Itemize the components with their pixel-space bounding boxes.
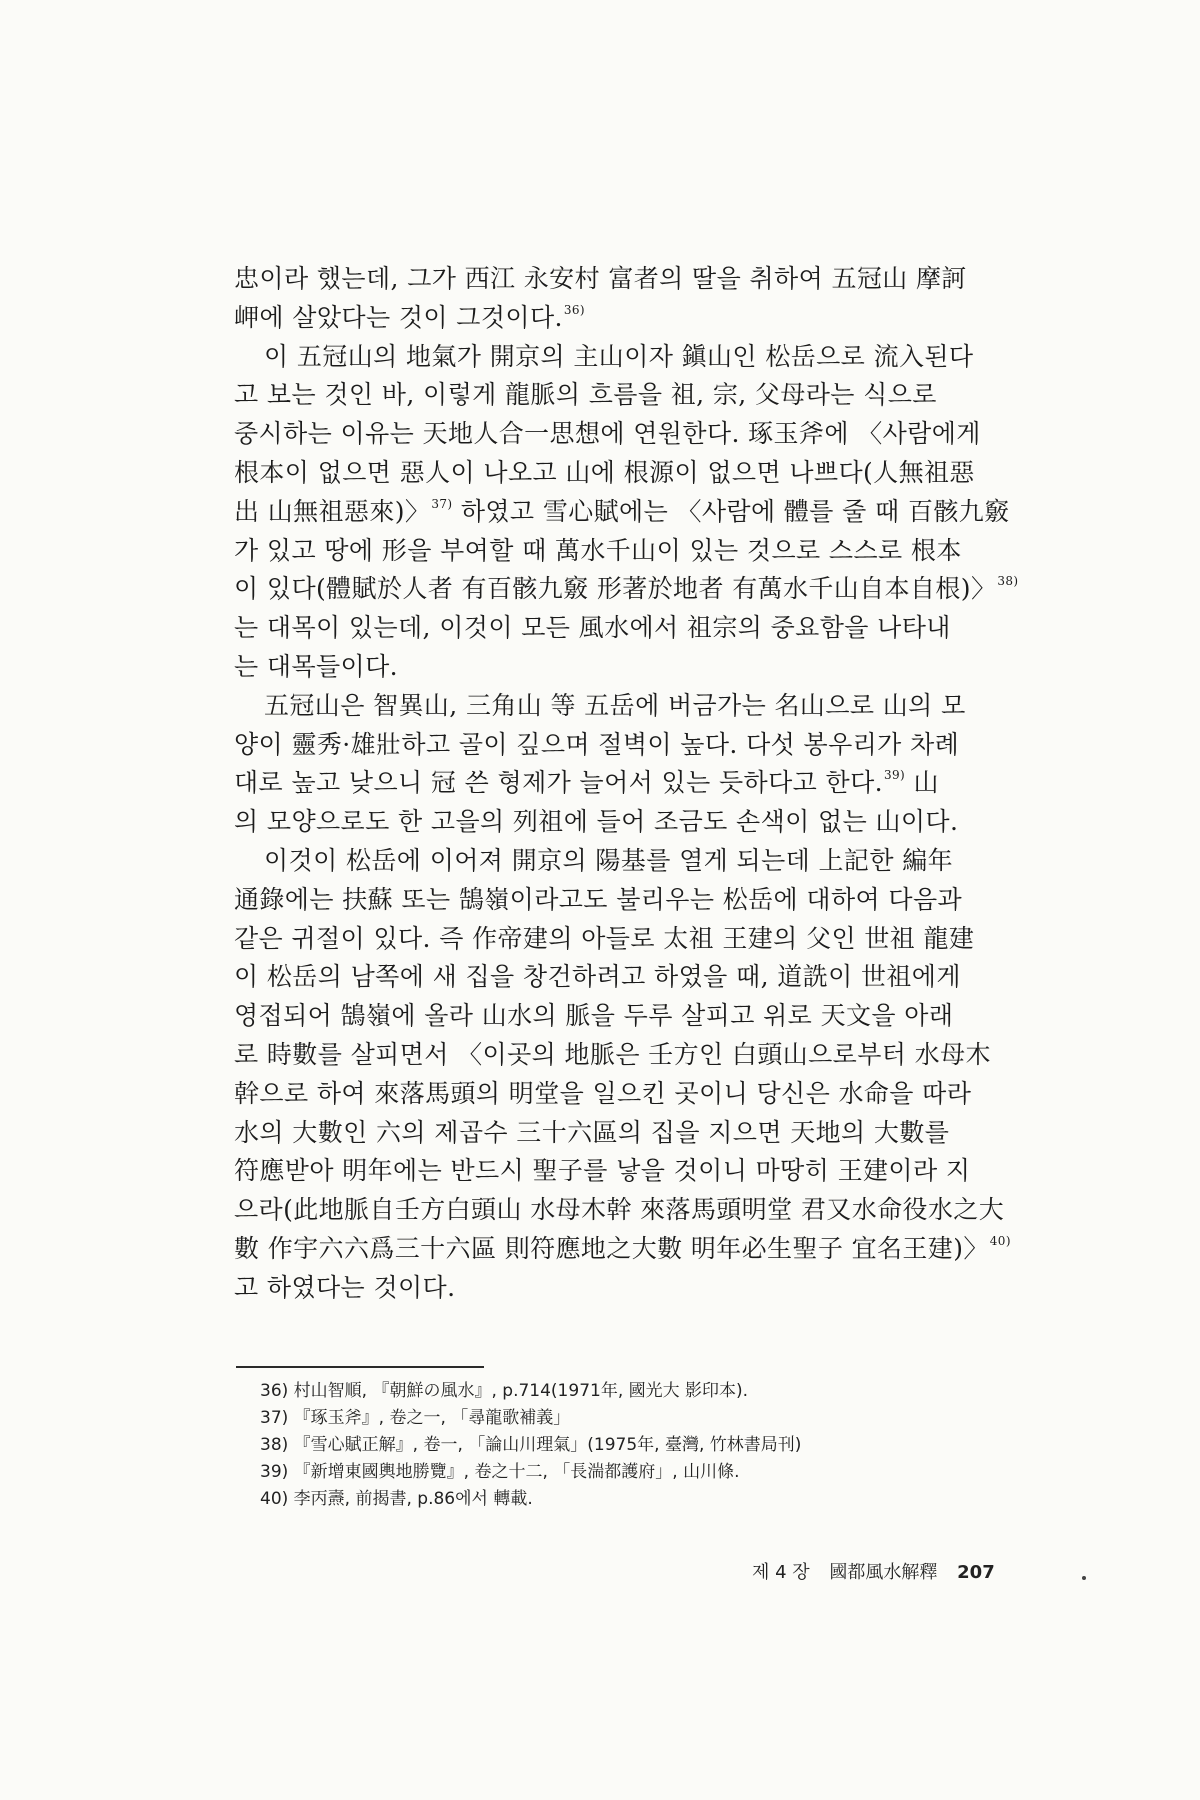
text-line: 양이 靈秀·雄壯하고 골이 깊으며 절벽이 높다. 다섯 봉우리가 차례 [234, 729, 960, 759]
page-number: 207 [957, 1562, 995, 1583]
text-line: 고 보는 것인 바, 이렇게 龍脈의 흐름을 祖, 宗, 父母라는 식으로 [234, 380, 937, 410]
text-line: 고 하였다는 것이다. [234, 1272, 456, 1302]
text-line: 대로 높고 낮으니 冠 쓴 형제가 늘어서 있는 듯하다고 한다.$^{39)}$ 山 [234, 768, 939, 798]
text-line: 岬에 살았다는 것이 그것이다.$^{36)}$ [234, 302, 585, 332]
text-line: 이 五冠山의 地氣가 開京의 主山이자 鎭山인 松岳으로 流入된다 [264, 341, 974, 371]
text-line: 忠이라 했는데, 그가 西江 永安村 富者의 딸을 취하여 五冠山 摩訶 [234, 264, 967, 293]
text-line: 이것이 松岳에 이어져 開京의 陽基를 열게 되는데 上記한 編年 [264, 845, 954, 875]
section-title: 國都風水解釋 [829, 1562, 938, 1583]
footnote: 36) 村山智順, 『朝鮮の風水』, p.714(1971年, 國光大 影印本). [260, 1381, 749, 1401]
text-line: 符應받아 明年에는 반드시 聖子를 낳을 것이니 마땅히 王建이라 지 [234, 1156, 971, 1186]
footnote-ref: 37) [431, 496, 453, 511]
text-line: 通錄에는 扶蘇 또는 鵠嶺이라고도 불리우는 松岳에 대하여 다음과 [234, 884, 963, 914]
text-line: 五冠山은 智異山, 三角山 等 五岳에 버금가는 名山으로 山의 모 [264, 690, 966, 720]
footnote-ref: 38) [997, 574, 1019, 589]
text-line: 영접되어 鵠嶺에 올라 山水의 脈을 두루 살피고 위로 天文을 아래 [234, 1001, 954, 1031]
text-line: 는 대목이 있는데, 이것이 모든 風水에서 祖宗의 중요함을 나타내 [234, 613, 951, 643]
footnote-ref: 39) [883, 768, 906, 783]
footnotes [260, 1378, 1020, 1513]
footnote-divider [236, 1366, 484, 1368]
footnote-ref: 40) [989, 1233, 1011, 1248]
text-line: 出 山無祖惡來)〉$^{37)}$ 하였고 雪心賦에는 〈사람에 體를 줄 때 百骸九竅 [234, 496, 1010, 526]
text-line: 幹으로 하여 來落馬頭의 明堂을 일으킨 곳이니 당신은 水命을 따라 [234, 1078, 972, 1108]
text-line: 數 作宇六六爲三十六區 則符應地之大數 明年必生聖子 宜名王建)〉$^{40)}$ [234, 1233, 1011, 1263]
page-footer [752, 1558, 1009, 1584]
text-line: 이 松岳의 남쪽에 새 집을 창건하려고 하였을 때, 道詵이 世祖에게 [234, 962, 961, 992]
footnote: 39) 『新增東國輿地勝覽』, 卷之十二, 「長湍都護府」, 山川條. [260, 1462, 740, 1482]
text-line: 중시하는 이유는 天地人合一思想에 연원한다. 琢玉斧에 〈사람에게 [234, 419, 981, 449]
footnote-ref: 36) [563, 302, 585, 317]
text-line: 로 時數를 살피면서 〈이곳의 地脈은 壬方인 白頭山으로부터 水母木 [234, 1039, 991, 1069]
footnote: 38) 『雪心賦正解』, 卷一, 「論山川理氣」(1975年, 臺灣, 竹林書局刊) [260, 1435, 802, 1455]
text-line: 는 대목들이다. [234, 651, 398, 681]
text-line: 水의 大數인 六의 제곱수 三十六區의 집을 지으면 天地의 大數를 [234, 1117, 950, 1147]
text-line: 根本이 없으면 惡人이 나오고 山에 根源이 없으면 나쁘다(人無祖惡 [234, 457, 975, 487]
chapter-label: 제 4 장 [752, 1562, 810, 1583]
footnote: 37) 『琢玉斧』, 卷之一, 「尋龍歌補義」 [260, 1408, 571, 1428]
text-line: 가 있고 땅에 形을 부여할 때 萬水千山이 있는 것으로 스스로 根本 [234, 535, 962, 565]
text-line: 의 모양으로도 한 고을의 列祖에 들어 조금도 손색이 없는 山이다. [234, 807, 959, 837]
footnote: 40) 李丙燾, 前揭書, p.86에서 轉載. [260, 1489, 533, 1509]
text-line: 같은 귀절이 있다. 즉 作帝建의 아들로 太祖 王建의 父인 世祖 龍建 [234, 923, 975, 953]
text-line: 으라(此地脈自壬方白頭山 水母木幹 來落馬頭明堂 君又水命役水之大 [234, 1195, 1005, 1225]
body-text [234, 260, 1064, 1308]
text-line: 이 있다(體賦於人者 有百骸九竅 形著於地者 有萬水千山自本自根)〉$^{38)}$ [234, 574, 1019, 604]
speck-mark [1082, 1576, 1086, 1580]
